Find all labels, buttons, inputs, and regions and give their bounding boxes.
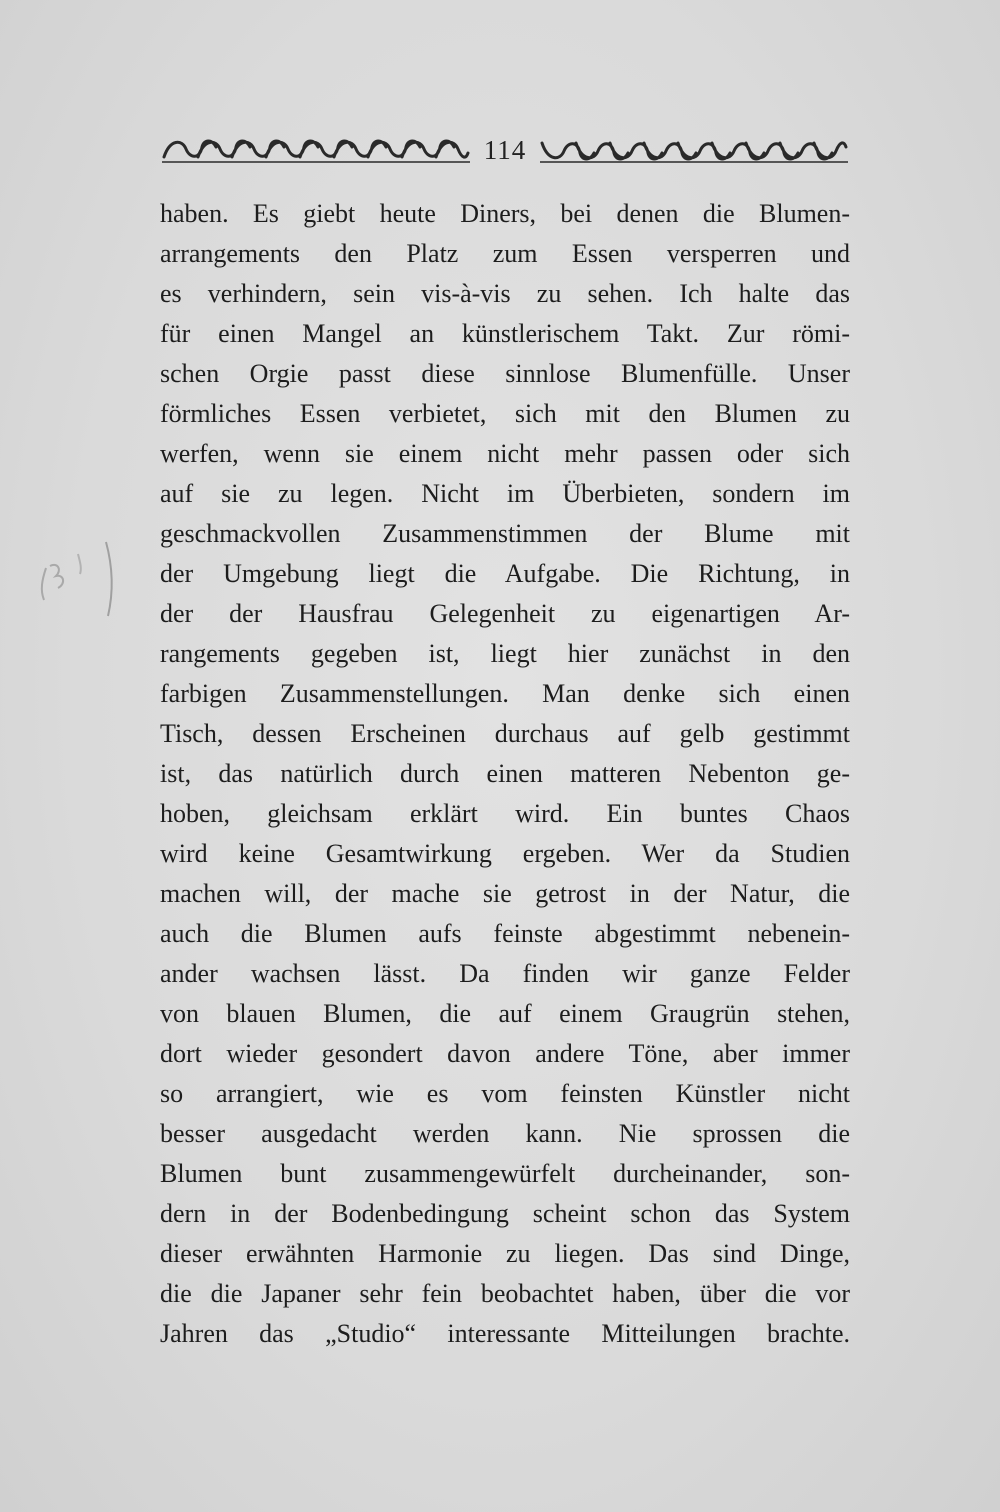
- text-line: es verhindern, sein vis-à-vis zu sehen. Ich halte das: [160, 279, 850, 308]
- text-line: so arrangiert, wie es vom feinsten Künstler nicht: [160, 1079, 850, 1108]
- text-line: schen Orgie passt diese sinnlose Blumenfülle. Unser: [160, 359, 850, 388]
- text-line: auf sie zu legen. Nicht im Überbieten, sondern im: [160, 479, 850, 508]
- text-line: der der Hausfrau Gelegenheit zu eigenartigen Ar-: [160, 599, 850, 628]
- text-line: arrangements den Platz zum Essen versperren und: [160, 239, 850, 268]
- ornament-wave-left-icon: [160, 135, 472, 165]
- text-line: der Umgebung liegt die Aufgabe. Die Richtung, in: [160, 559, 850, 588]
- text-line: Blumen bunt zusammengewürfelt durcheinander, son-: [160, 1159, 850, 1188]
- text-line: dort wieder gesondert davon andere Töne, aber immer: [160, 1039, 850, 1068]
- text-line: ander wachsen lässt. Da finden wir ganze Felder: [160, 959, 850, 988]
- text-line: Jahren das „Studio“ interessante Mitteilungen brachte.: [160, 1319, 850, 1348]
- text-line: auch die Blumen aufs feinste abgestimmt nebenein-: [160, 919, 850, 948]
- page-number: 114: [483, 134, 527, 165]
- text-line: förmliches Essen verbietet, sich mit den Blumen zu: [160, 399, 850, 428]
- text-line: haben. Es giebt heute Diners, bei denen die Blumen-: [160, 199, 850, 228]
- text-line: farbigen Zusammenstellungen. Man denke sich einen: [160, 679, 850, 708]
- text-line: wird keine Gesamtwirkung ergeben. Wer da Studien: [160, 839, 850, 868]
- text-line: hoben, gleichsam erklärt wird. Ein buntes Chaos: [160, 799, 850, 828]
- header-ornament-right: [538, 135, 850, 165]
- text-line: rangements gegeben ist, liegt hier zunächst in den: [160, 639, 850, 668]
- text-line: die die Japaner sehr fein beobachtet haben, über die vor: [160, 1279, 850, 1308]
- page-header: [160, 128, 850, 172]
- text-line: werfen, wenn sie einem nicht mehr passen oder sich: [160, 439, 850, 468]
- text-line: für einen Mangel an künstlerischem Takt. Zur römi-: [160, 319, 850, 348]
- pencil-margin-mark: [28, 540, 123, 620]
- text-line: dieser erwähnten Harmonie zu liegen. Das sind Dinge,: [160, 1239, 850, 1268]
- text-line: besser ausgedacht werden kann. Nie sprossen die: [160, 1119, 850, 1148]
- text-line: ist, das natürlich durch einen matteren Nebenton ge-: [160, 759, 850, 788]
- text-line: Tisch, dessen Erscheinen durchaus auf gelb gestimmt: [160, 719, 850, 748]
- text-line: dern in der Bodenbedingung scheint schon das System: [160, 1199, 850, 1228]
- text-line: geschmackvollen Zusammenstimmen der Blume mit: [160, 519, 850, 548]
- text-line: von blauen Blumen, die auf einem Graugrün stehen,: [160, 999, 850, 1028]
- text-line: machen will, der mache sie getrost in der Natur, die: [160, 879, 850, 908]
- header-ornament-left: [160, 135, 472, 165]
- ornament-wave-right-icon: [538, 135, 850, 165]
- body-text: [160, 194, 850, 1354]
